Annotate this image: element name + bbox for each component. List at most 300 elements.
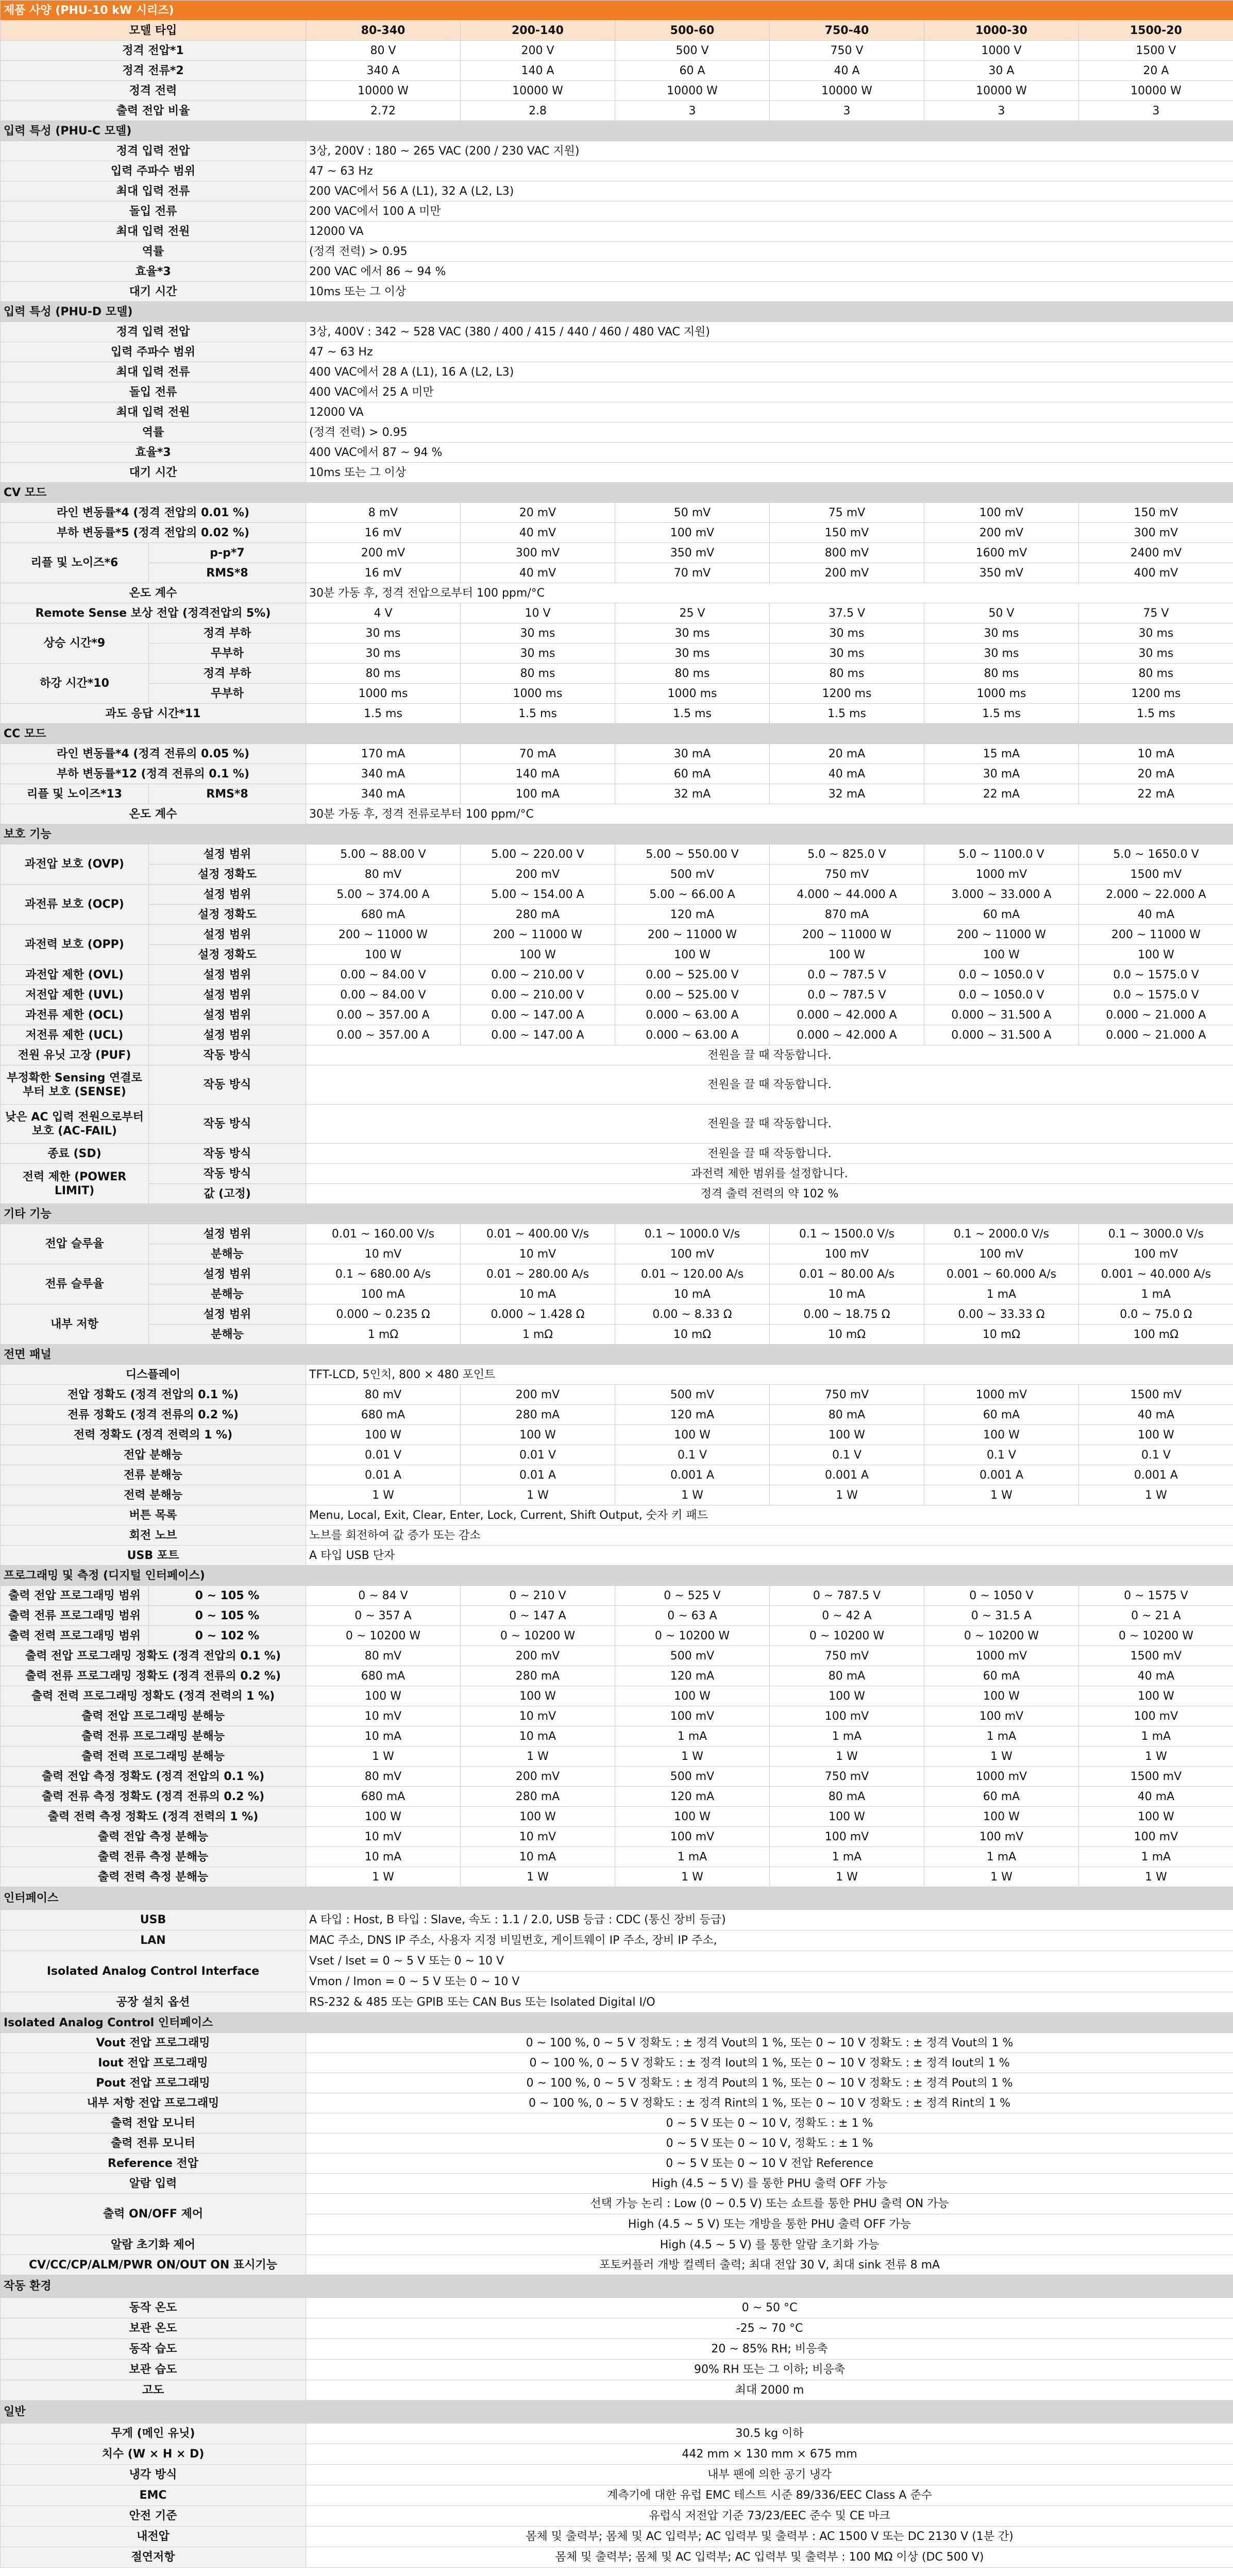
spec-value: 1 W [615, 1485, 770, 1505]
spec-label: 보관 온도 [1, 2318, 306, 2339]
section-header-row [1, 483, 1233, 503]
spec-value: 1 W [615, 1867, 770, 1887]
spec-value: 100 W [924, 1807, 1079, 1827]
spec-value: 40 mA [770, 764, 924, 784]
spec-label: 출력 전압 비율 [1, 101, 306, 121]
table-row [1, 443, 1233, 463]
spec-value: 80 ms [461, 664, 615, 684]
table-row [1, 1325, 1233, 1345]
spec-label: 부하 변동률*12 (정격 전류의 0.1 %) [1, 764, 306, 784]
spec-label: USB 포트 [1, 1546, 306, 1566]
spec-value: 40 mV [461, 523, 615, 543]
spec-value: 0 ~ 100 %, 0 ~ 5 V 정확도 : ± 정격 Pout의 1 %, 또는 0 ~ 10 V 정확도 : ± 정격 Pout의 1 % [306, 2073, 1233, 2093]
spec-value: 3.000 ~ 33.000 A [924, 885, 1079, 905]
spec-label: 치수 (W × H × D) [1, 2444, 306, 2465]
spec-value: 1 mΩ [306, 1325, 461, 1345]
spec-value: 80 mA [770, 1405, 924, 1425]
spec-value: 60 mA [615, 764, 770, 784]
spec-value: 32 mA [770, 784, 924, 804]
spec-value: 500 mV [615, 1646, 770, 1666]
spec-label: 출력 전류 프로그래밍 분해능 [1, 1726, 306, 1747]
section-title: 입력 특성 (PHU-D 모델) [1, 302, 1233, 322]
spec-value: 1 mA [1079, 1847, 1233, 1867]
table-row [1, 563, 1233, 583]
spec-label: 부정확한 Sensing 연결로부터 보호 (SENSE) [1, 1065, 149, 1105]
spec-sublabel: 정격 부하 [149, 664, 306, 684]
spec-value: 120 mA [615, 1666, 770, 1686]
spec-label: 출력 전압 프로그래밍 분해능 [1, 1706, 306, 1726]
spec-label: 과도 응답 시간*11 [1, 704, 306, 724]
spec-sublabel: 작동 방식 [149, 1065, 306, 1105]
section-title: CV 모드 [1, 483, 1233, 503]
table-row [1, 161, 1233, 181]
spec-value: 0 ~ 1575 V [1079, 1586, 1233, 1606]
spec-label: 고도 [1, 2380, 306, 2401]
spec-value: 800 mV [770, 543, 924, 563]
spec-label: 출력 전압 프로그래밍 범위 [1, 1586, 149, 1606]
table-row [1, 2073, 1233, 2093]
section-title: 입력 특성 (PHU-C 모델) [1, 121, 1233, 141]
spec-value: 680 mA [306, 905, 461, 925]
spec-label: 리플 및 노이즈*6 [1, 543, 149, 583]
spec-value: 1000 ms [615, 684, 770, 704]
spec-value: 40 A [770, 61, 924, 81]
spec-value: 20 A [1079, 61, 1233, 81]
spec-value: TFT-LCD, 5인치, 800 × 480 포인트 [306, 1365, 1233, 1385]
spec-value: 0 ~ 10200 W [924, 1626, 1079, 1646]
table-row [1, 1930, 1233, 1951]
spec-value: 1 mA [924, 1847, 1079, 1867]
spec-sublabel: 작동 방식 [149, 1045, 306, 1065]
table-row [1, 1065, 1233, 1105]
section-header-row [1, 1887, 1233, 1910]
spec-value: 0 ~ 10200 W [461, 1626, 615, 1646]
spec-value: 22 mA [924, 784, 1079, 804]
spec-value: 10 mV [306, 1706, 461, 1726]
table-row [1, 2194, 1233, 2214]
spec-label: 최대 입력 전류 [1, 181, 306, 201]
section-title: Isolated Analog Control 인터페이스 [1, 2013, 1233, 2033]
spec-value: 47 ~ 63 Hz [306, 161, 1233, 181]
spec-value: 0.000 ~ 1.428 Ω [461, 1304, 615, 1325]
spec-value: 0.001 A [1079, 1465, 1233, 1485]
spec-label: 부하 변동률*5 (정격 전압의 0.02 %) [1, 523, 306, 543]
spec-label: LAN [1, 1930, 306, 1951]
spec-label: 라인 변동률*4 (정격 전압의 0.01 %) [1, 503, 306, 523]
spec-value: 40 mA [1079, 1666, 1233, 1686]
table-row [1, 1485, 1233, 1505]
spec-value: 1600 mV [924, 543, 1079, 563]
spec-value: 100 W [461, 1425, 615, 1445]
spec-value: 0.001 A [615, 1465, 770, 1485]
spec-value: 100 W [461, 1686, 615, 1706]
section-title: 프로그래밍 및 측정 (디지털 인터페이스) [1, 1566, 1233, 1586]
spec-value: 0 ~ 787.5 V [770, 1586, 924, 1606]
table-row [1, 1045, 1233, 1065]
spec-value: 30 ms [770, 623, 924, 643]
spec-value: 75 mV [770, 503, 924, 523]
spec-value: 1000 mV [924, 1767, 1079, 1787]
spec-value: 10 mV [306, 1827, 461, 1847]
spec-value: 2400 mV [1079, 543, 1233, 563]
table-row [1, 1304, 1233, 1325]
spec-value: 750 mV [770, 1767, 924, 1787]
spec-sublabel: 설정 범위 [149, 844, 306, 865]
spec-value: 80 mV [306, 1767, 461, 1787]
spec-value: 1500 mV [1079, 1385, 1233, 1405]
spec-label: 돌입 전류 [1, 382, 306, 402]
spec-label: Vout 전압 프로그래밍 [1, 2033, 306, 2053]
spec-value: 0.000 ~ 21.000 A [1079, 1005, 1233, 1025]
spec-value: 90% RH 또는 그 이하; 비응축 [306, 2360, 1233, 2380]
table-row [1, 2527, 1233, 2547]
model-name: 1500-20 [1079, 21, 1233, 41]
spec-value: 1000 mV [924, 1646, 1079, 1666]
spec-value: 100 W [461, 945, 615, 965]
table-row [1, 784, 1233, 804]
spec-value: 37.5 V [770, 603, 924, 623]
table-row [1, 2053, 1233, 2073]
spec-value: 680 mA [306, 1666, 461, 1686]
spec-value: 280 mA [461, 1405, 615, 1425]
spec-value: 1.5 ms [461, 704, 615, 724]
spec-value: 200 V [461, 41, 615, 61]
section-header-row [1, 1204, 1233, 1224]
spec-value: 선택 가능 논리 : Low (0 ~ 0.5 V) 또는 쇼트를 통한 PHU 출력 ON 가능 [306, 2194, 1233, 2214]
spec-value: 170 mA [306, 744, 461, 764]
table-row [1, 1425, 1233, 1445]
spec-label: CV/CC/CP/ALM/PWR ON/OUT ON 표시기능 [1, 2255, 306, 2275]
spec-label: 안전 기준 [1, 2506, 306, 2527]
spec-value: 280 mA [461, 1787, 615, 1807]
spec-value: 100 W [615, 1686, 770, 1706]
spec-label: 과전류 제한 (OCL) [1, 1005, 149, 1025]
spec-value: 140 mA [461, 764, 615, 784]
spec-value: 1 mA [1079, 1726, 1233, 1747]
spec-value: 500 mV [615, 1767, 770, 1787]
table-row [1, 684, 1233, 704]
spec-value: 200 ~ 11000 W [924, 925, 1079, 945]
spec-value: 30 ms [461, 623, 615, 643]
spec-value: 10000 W [615, 81, 770, 101]
spec-value: 5.0 ~ 825.0 V [770, 844, 924, 865]
spec-value: 0.01 V [306, 1445, 461, 1465]
spec-value: 10 mΩ [770, 1325, 924, 1345]
spec-value: 200 mV [924, 523, 1079, 543]
table-row [1, 1807, 1233, 1827]
table-row [1, 1666, 1233, 1686]
spec-value: 100 W [770, 1686, 924, 1706]
spec-value: 0.1 ~ 680.00 A/s [306, 1264, 461, 1284]
table-row [1, 2339, 1233, 2360]
spec-value: A 타입 USB 단자 [306, 1546, 1233, 1566]
spec-value: 노브를 회전하여 값 증가 또는 감소 [306, 1526, 1233, 1546]
spec-value: High (4.5 ~ 5 V) 를 통한 PHU 출력 OFF 가능 [306, 2174, 1233, 2194]
table-row [1, 1747, 1233, 1767]
spec-label: 버튼 목록 [1, 1505, 306, 1526]
spec-label: 저전압 제한 (UVL) [1, 985, 149, 1005]
spec-value: High (4.5 ~ 5 V) 를 통한 알람 초기화 가능 [306, 2235, 1233, 2255]
table-row [1, 643, 1233, 664]
spec-value: 200 ~ 11000 W [1079, 925, 1233, 945]
spec-sublabel: 설정 범위 [149, 1304, 306, 1325]
table-row [1, 623, 1233, 643]
spec-value: 75 V [1079, 603, 1233, 623]
spec-value: 100 W [1079, 945, 1233, 965]
spec-value: 10ms 또는 그 이상 [306, 282, 1233, 302]
spec-value: 1 W [770, 1867, 924, 1887]
spec-value: 60 mA [924, 1666, 1079, 1686]
table-row [1, 764, 1233, 784]
spec-value: 0 ~ 100 %, 0 ~ 5 V 정확도 : ± 정격 Iout의 1 %, 또는 0 ~ 10 V 정확도 : ± 정격 Iout의 1 % [306, 2053, 1233, 2073]
spec-value: 15 mA [924, 744, 1079, 764]
spec-value: 80 mV [306, 1385, 461, 1405]
spec-label: 전원 유닛 고장 (PUF) [1, 1045, 149, 1065]
spec-value: 5.00 ~ 88.00 V [306, 844, 461, 865]
spec-value: 10 mA [461, 1726, 615, 1747]
table-row [1, 1586, 1233, 1606]
spec-value: 100 W [461, 1807, 615, 1827]
spec-value: 1500 mV [1079, 1767, 1233, 1787]
spec-label: 최대 입력 전원 [1, 222, 306, 242]
spec-value: 0.001 ~ 40.000 A/s [1079, 1264, 1233, 1284]
spec-value: 1.5 ms [306, 704, 461, 724]
spec-value: 80 mV [306, 1646, 461, 1666]
table-row [1, 1847, 1233, 1867]
spec-value: 10ms 또는 그 이상 [306, 463, 1233, 483]
spec-label: 전력 정확도 (정격 전력의 1 %) [1, 1425, 306, 1445]
spec-value: 400 VAC에서 28 A (L1), 16 A (L2, L3) [306, 362, 1233, 382]
spec-value: 60 mA [924, 1787, 1079, 1807]
spec-value: 100 W [1079, 1425, 1233, 1445]
spec-value: 100 W [306, 1425, 461, 1445]
spec-label: 출력 전력 측정 정확도 (정격 전력의 1 %) [1, 1807, 306, 1827]
table-row [1, 1005, 1233, 1025]
spec-label: 출력 전류 측정 분해능 [1, 1847, 306, 1867]
spec-label: 최대 입력 전류 [1, 362, 306, 382]
table-row [1, 603, 1233, 623]
spec-value: 20 ~ 85% RH; 비응축 [306, 2339, 1233, 2360]
spec-value: 100 mV [770, 1827, 924, 1847]
table-row [1, 1546, 1233, 1566]
spec-table-body [1, 1, 1233, 2568]
spec-value: 30.5 kg 이하 [306, 2424, 1233, 2444]
spec-value: 1 W [1079, 1485, 1233, 1505]
spec-value: 200 mV [461, 1767, 615, 1787]
spec-value: 47 ~ 63 Hz [306, 342, 1233, 362]
spec-label: 정격 입력 전압 [1, 322, 306, 342]
spec-value: 1 W [306, 1485, 461, 1505]
spec-value: 1 mA [615, 1847, 770, 1867]
spec-value: 1 W [770, 1485, 924, 1505]
spec-label: 출력 전력 프로그래밍 정확도 (정격 전력의 1 %) [1, 1686, 306, 1706]
spec-value: 0.001 ~ 60.000 A/s [924, 1264, 1079, 1284]
spec-value: 100 mΩ [1079, 1325, 1233, 1345]
spec-value: 30 ms [306, 643, 461, 664]
spec-label: USB [1, 1910, 306, 1930]
spec-value: 80 mA [770, 1666, 924, 1686]
spec-value: 1200 ms [770, 684, 924, 704]
spec-value: 정격 출력 전력의 약 102 % [306, 1184, 1233, 1204]
spec-value: 200 ~ 11000 W [770, 925, 924, 945]
spec-value: 3 [615, 101, 770, 121]
spec-value: 100 mA [461, 784, 615, 804]
spec-value: 0 ~ 31.5 A [924, 1606, 1079, 1626]
table-row [1, 885, 1233, 905]
section-title: 보호 기능 [1, 824, 1233, 844]
spec-value: 50 mV [615, 503, 770, 523]
spec-value: 500 V [615, 41, 770, 61]
spec-value: 0.01 A [306, 1465, 461, 1485]
spec-value: 400 VAC에서 87 ~ 94 % [306, 443, 1233, 463]
spec-value: 100 mV [924, 1244, 1079, 1264]
spec-value: 0.01 ~ 400.00 V/s [461, 1224, 615, 1244]
table-row [1, 2033, 1233, 2053]
table-row [1, 1606, 1233, 1626]
spec-value: 0 ~ 147 A [461, 1606, 615, 1626]
spec-value: 280 mA [461, 1666, 615, 1686]
spec-value: 80 ms [770, 664, 924, 684]
spec-label: 전력 분해능 [1, 1485, 306, 1505]
spec-value: 680 mA [306, 1405, 461, 1425]
table-row [1, 382, 1233, 402]
spec-label: 출력 전력 프로그래밍 범위 [1, 1626, 149, 1646]
spec-value: 300 mV [461, 543, 615, 563]
spec-value: 0 ~ 10200 W [306, 1626, 461, 1646]
table-row [1, 965, 1233, 985]
spec-value: 80 ms [615, 664, 770, 684]
spec-value: 0.00 ~ 357.00 A [306, 1025, 461, 1045]
spec-label: 온도 계수 [1, 583, 306, 603]
spec-value: 0 ~ 5 V 또는 0 ~ 10 V, 정확도 : ± 1 % [306, 2133, 1233, 2154]
spec-value: 0.00 ~ 18.75 Ω [770, 1304, 924, 1325]
spec-value: 400 VAC에서 25 A 미만 [306, 382, 1233, 402]
spec-value: 0 ~ 42 A [770, 1606, 924, 1626]
spec-value: 350 mV [924, 563, 1079, 583]
section-title: 일반 [1, 2401, 1233, 2424]
table-row [1, 1465, 1233, 1485]
spec-value: 100 W [1079, 1807, 1233, 1827]
spec-value: A 타입 : Host, B 타입 : Slave, 속도 : 1.1 / 2.0, USB 등급 : CDC (통신 장비 등급) [306, 1910, 1233, 1930]
spec-value: 10 mA [615, 1284, 770, 1304]
spec-label: 전류 정확도 (정격 전류의 0.2 %) [1, 1405, 306, 1425]
spec-value: 과전력 제한 범위를 설정합니다. [306, 1164, 1233, 1184]
table-row [1, 905, 1233, 925]
table-row [1, 222, 1233, 242]
spec-label: 디스플레이 [1, 1365, 306, 1385]
spec-value: 0.01 ~ 160.00 V/s [306, 1224, 461, 1244]
spec-value: 30 mA [615, 744, 770, 764]
spec-value: 200 mV [461, 865, 615, 885]
spec-value: 40 mA [1079, 1787, 1233, 1807]
table-row [1, 2133, 1233, 2154]
table-row [1, 664, 1233, 684]
spec-value: 0.00 ~ 84.00 V [306, 965, 461, 985]
model-name: 750-40 [770, 21, 924, 41]
table-row [1, 704, 1233, 724]
spec-label: 낮은 AC 입력 전원으로부터 보호 (AC-FAIL) [1, 1105, 149, 1144]
spec-value: 32 mA [615, 784, 770, 804]
spec-value: 750 mV [770, 865, 924, 885]
spec-value: 0.001 A [924, 1465, 1079, 1485]
spec-value: 1 mΩ [461, 1325, 615, 1345]
table-row [1, 1787, 1233, 1807]
spec-label: 출력 전압 측정 분해능 [1, 1827, 306, 1847]
spec-value: 100 W [1079, 1686, 1233, 1706]
section-header-row [1, 824, 1233, 844]
spec-value: 20 mA [770, 744, 924, 764]
spec-value: 1 W [461, 1867, 615, 1887]
spec-value: 0 ~ 10200 W [615, 1626, 770, 1646]
spec-value: 100 W [615, 1807, 770, 1827]
spec-value: Vset / Iset = 0 ~ 5 V 또는 0 ~ 10 V [306, 1951, 1233, 1972]
table-row [1, 583, 1233, 603]
spec-value: 2.8 [461, 101, 615, 121]
spec-value: 10000 W [306, 81, 461, 101]
spec-label: 종료 (SD) [1, 1144, 149, 1164]
spec-value: 1 W [461, 1485, 615, 1505]
spec-value: 0.00 ~ 33.33 Ω [924, 1304, 1079, 1325]
table-row [1, 1910, 1233, 1930]
spec-sublabel: 설정 정확도 [149, 865, 306, 885]
spec-value: 0.00 ~ 210.00 V [461, 965, 615, 985]
spec-value: 0.00 ~ 525.00 V [615, 965, 770, 985]
spec-value: 8 mV [306, 503, 461, 523]
table-row [1, 2465, 1233, 2485]
spec-value: 30 ms [1079, 643, 1233, 664]
spec-value: Menu, Local, Exit, Clear, Enter, Lock, Current, Shift Output, 숫자 키 패드 [306, 1505, 1233, 1526]
model-type-label: 모델 타입 [1, 21, 306, 41]
spec-value: 10 mV [461, 1244, 615, 1264]
spec-label: 과전압 제한 (OVL) [1, 965, 149, 985]
spec-value: 100 mV [615, 1827, 770, 1847]
table-row [1, 1526, 1233, 1546]
spec-label: 무게 (메인 유닛) [1, 2424, 306, 2444]
spec-value: 0.1 V [770, 1445, 924, 1465]
spec-value: 1 mA [770, 1847, 924, 1867]
spec-sublabel: 정격 부하 [149, 623, 306, 643]
spec-value: 0.001 A [770, 1465, 924, 1485]
table-row [1, 322, 1233, 342]
spec-value: 200 ~ 11000 W [461, 925, 615, 945]
spec-value: 30 ms [461, 643, 615, 664]
table-row [1, 181, 1233, 201]
spec-value: 100 mV [615, 1244, 770, 1264]
spec-value: 0.01 A [461, 1465, 615, 1485]
table-row [1, 523, 1233, 543]
spec-sublabel: 작동 방식 [149, 1144, 306, 1164]
table-row [1, 141, 1233, 161]
spec-value: 70 mA [461, 744, 615, 764]
spec-value: 0.01 V [461, 1445, 615, 1465]
spec-label: 내부 저항 전압 프로그래밍 [1, 2093, 306, 2113]
table-row [1, 402, 1233, 422]
spec-label: 역률 [1, 422, 306, 443]
table-row [1, 2424, 1233, 2444]
spec-label: 전압 슬루율 [1, 1224, 149, 1264]
spec-value: 100 mV [1079, 1827, 1233, 1847]
spec-value: 100 W [770, 1807, 924, 1827]
spec-value: 10 V [461, 603, 615, 623]
table-row [1, 925, 1233, 945]
spec-sublabel: 설정 범위 [149, 885, 306, 905]
spec-value: 150 mV [770, 523, 924, 543]
spec-value: 5.0 ~ 1100.0 V [924, 844, 1079, 865]
spec-label: 출력 전력 측정 분해능 [1, 1867, 306, 1887]
spec-label: 전압 분해능 [1, 1445, 306, 1465]
spec-value: 100 mV [1079, 1244, 1233, 1264]
spec-value: 유럽식 저전압 기준 73/23/EEC 준수 및 CE 마크 [306, 2506, 1233, 2527]
